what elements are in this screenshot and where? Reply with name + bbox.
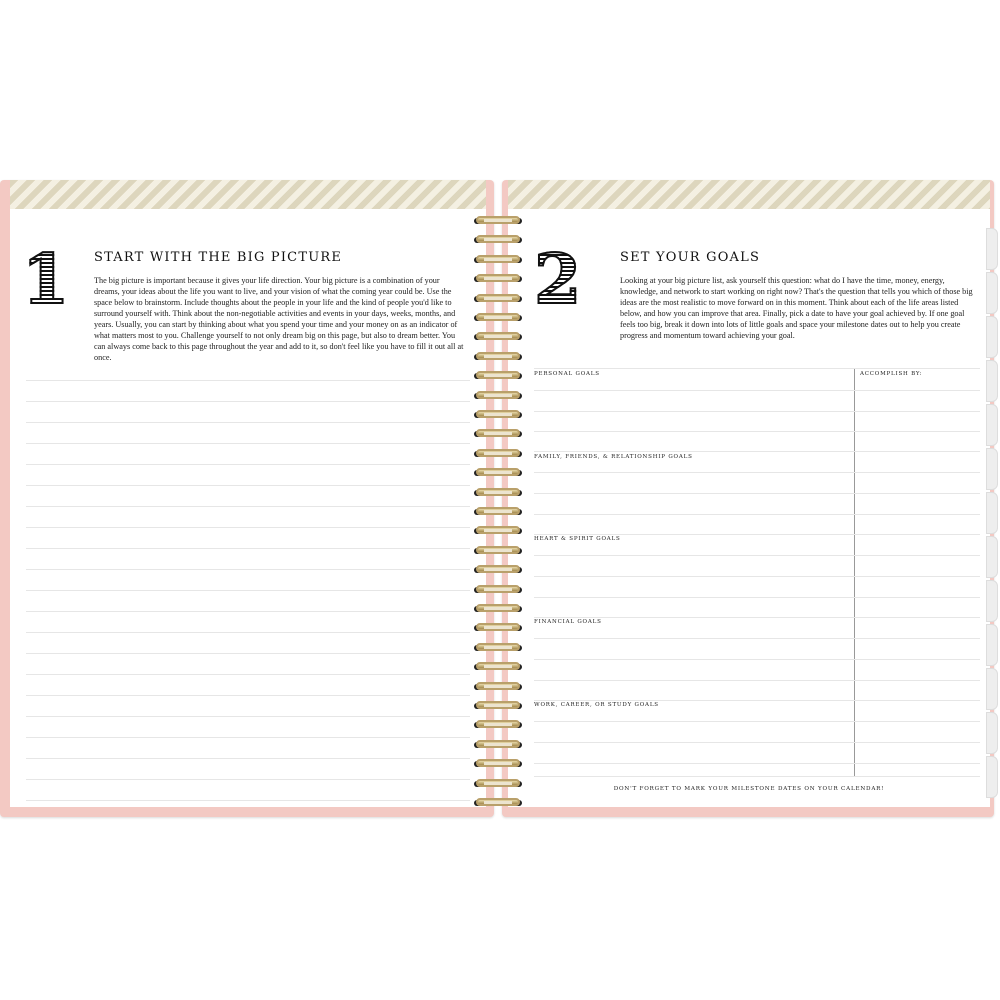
section-label-financial: FINANCIAL GOALS [534,619,602,625]
spiral-coil [474,507,522,517]
spiral-coil [474,565,522,575]
divider-tab[interactable] [986,624,998,666]
left-page [0,180,494,817]
spiral-coil [474,604,522,614]
divider-tab[interactable] [986,580,998,622]
right-heading: SET YOUR GOALS [620,250,761,265]
divider-tab[interactable] [986,756,998,798]
spiral-coil [474,410,522,420]
spiral-coil [474,488,522,498]
right-page-sheet [508,180,990,807]
left-body-text: The big picture is important because it gives your life direction. Your big picture is a combination of your dreams, your ideas about the life you want to live, and your vision of what the coming year could be. Use the space below to brainstorm. Include thoughts about the people in your life and the kind of people you'd like to surround yourself with. Think about the non-negotiable activities and events in your days, weeks, months, and years. Usually, you can start by thinking about what you spend your time and your money on as an indicator of what matters most to you. Challenge yourself to not only dream big on this page, but also to dream better. You can always come back to this page throughout the year and add to it, so don't feel like you have to fill it out all at once. [94,276,464,362]
spiral-coil [474,313,522,323]
divider-tab[interactable] [986,448,998,490]
spiral-coil [474,352,522,362]
divider-tab[interactable] [986,228,998,270]
spiral-coil [474,526,522,536]
spiral-coil [474,546,522,556]
spiral-coil [474,779,522,789]
spiral-coil [474,294,522,304]
spiral-coil [474,235,522,245]
spiral-coil [474,623,522,633]
spiral-coil [474,216,522,226]
left-page-sheet [10,180,486,807]
accomplish-divider [854,368,855,776]
spiral-coil [474,759,522,769]
left-heading: START WITH THE BIG PICTURE [94,250,343,265]
right-page [502,180,994,817]
spiral-coil [474,585,522,595]
section-label-heart-spirit: HEART & SPIRIT GOALS [534,536,621,542]
brainstorm-lines[interactable] [26,360,470,807]
milestone-reminder: DON'T FORGET TO MARK YOUR MILESTONE DATES ON YOUR CALENDAR! [613,786,885,792]
divider-tab[interactable] [986,316,998,358]
divider-tab[interactable] [986,668,998,710]
section-label-personal: PERSONAL GOALS [534,371,600,377]
spiral-coil [474,468,522,478]
section-label-family: FAMILY, FRIENDS, & RELATIONSHIP GOALS [534,454,693,460]
step-number-1: 1 [22,240,70,320]
spiral-coil [474,701,522,711]
spiral-coil [474,643,522,653]
spiral-coil [474,332,522,342]
divider-tab[interactable] [986,404,998,446]
spiral-coil [474,662,522,672]
spiral-coil [474,798,522,808]
section-label-work: WORK, CAREER, OR STUDY GOALS [534,702,659,708]
divider-tab[interactable] [986,492,998,534]
spiral-coil [474,371,522,381]
striped-header-band [508,180,990,209]
spiral-coil [474,449,522,459]
striped-header-band [10,180,486,209]
step-number-2: 2 [534,240,582,320]
spiral-coil [474,720,522,730]
spiral-coil [474,391,522,401]
divider-tab[interactable] [986,536,998,578]
divider-tab[interactable] [986,360,998,402]
divider-tab[interactable] [986,272,998,314]
spiral-coil [474,740,522,750]
spiral-coil [474,429,522,439]
spiral-coil [474,274,522,284]
divider-tab[interactable] [986,712,998,754]
right-body-text: Looking at your big picture list, ask yourself this question: what do I have the time, money, energy, knowledge, and network to start working on right now? That's the question that tells you which of those big ideas are the most realistic to move forward on in this moment. Think about each of the life areas listed below, and how you can improve that area. Finally, pick a date to have your goal achieved by. If one goal feels too big, break it down into lots of little goals and space your milestone dates out to help you create progress and momentum toward achieving your goal. [620,276,973,340]
spiral-coil [474,682,522,692]
spiral-coil [474,255,522,265]
accomplish-by-label: ACCOMPLISH BY: [860,371,923,377]
